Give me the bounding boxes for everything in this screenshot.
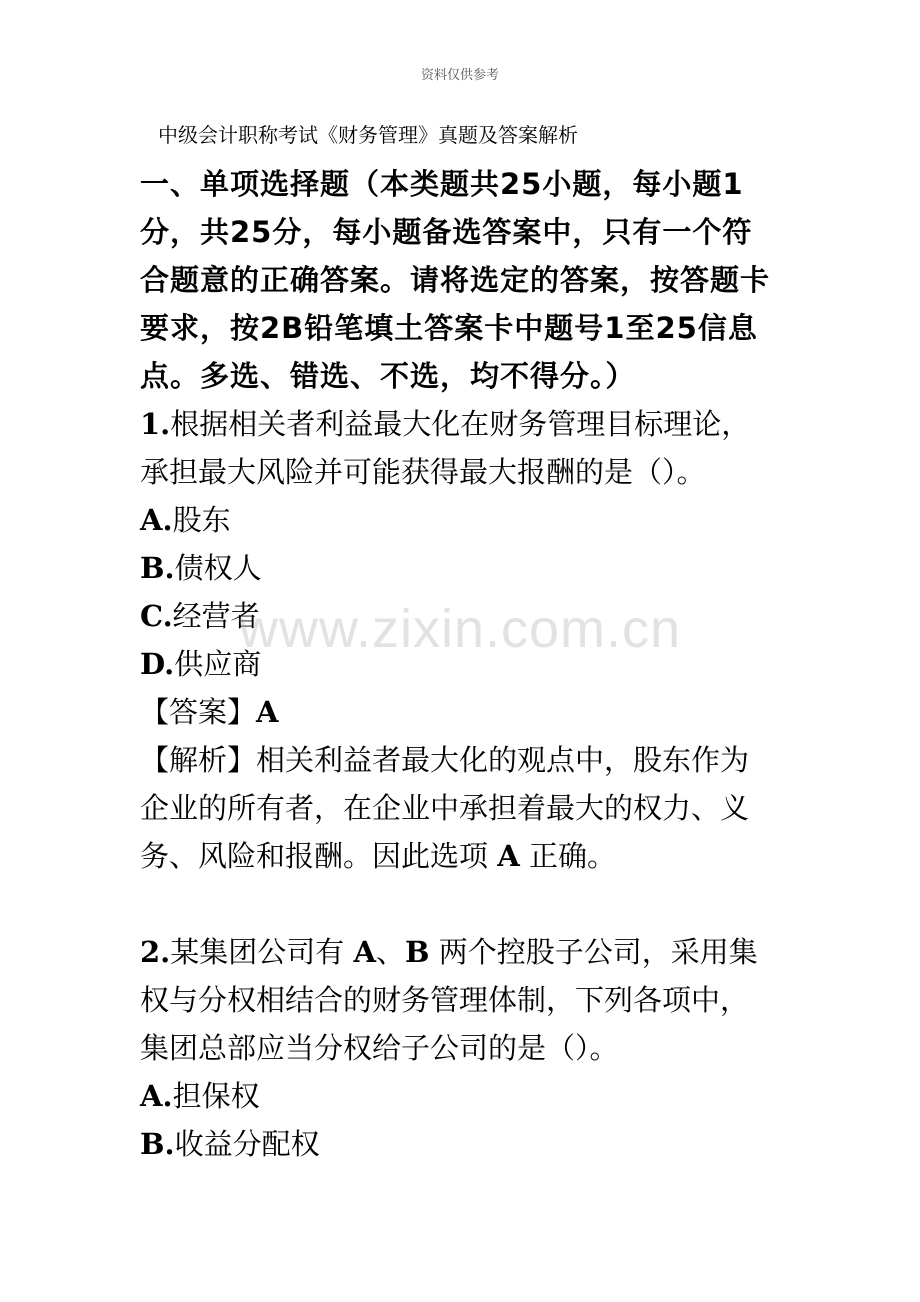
- option-text: 债权人: [174, 551, 262, 585]
- option-text: 收益分配权: [174, 1127, 320, 1161]
- paragraph-spacer: [140, 880, 790, 928]
- question-1-analysis-line: [140, 736, 790, 784]
- analysis-text: 相关利益者最大化的观点中，股东作为: [256, 743, 750, 777]
- question-2-stem-line: [140, 928, 790, 976]
- watermark: www.zixin.com.cn: [238, 599, 682, 659]
- option-letter: D.: [140, 647, 175, 681]
- question-1-option-c: [140, 592, 790, 640]
- question-1-stem-text: 根据相关者利益最大化在财务管理目标理论，: [170, 407, 751, 441]
- question-2-option-a: [140, 1072, 790, 1120]
- option-letter: B.: [140, 551, 175, 585]
- question-2-stem-line: 权与分权相结合的财务管理体制，下列各项中，: [140, 983, 750, 1017]
- question-2-stem-line: 集团总部应当分权给子公司的是（）。: [140, 1031, 619, 1065]
- analysis-text: 务、风险和报酬。因此选项: [140, 839, 489, 873]
- question-2-option-b: [140, 1120, 790, 1168]
- option-text: 担保权: [172, 1079, 260, 1113]
- analysis-option-ref: A: [497, 839, 520, 873]
- question-1-option-b: [140, 544, 790, 592]
- question-2-number: 2.: [140, 935, 171, 969]
- question-2: [140, 928, 790, 1168]
- document-title: 中级会计职称考试《财务管理》真题及答案解析: [158, 123, 578, 147]
- answer-label: 【答案】: [140, 695, 257, 729]
- question-1-analysis-line: 企业的所有者，在企业中承担着最大的权力、义: [140, 791, 750, 825]
- option-letter: A.: [140, 503, 173, 537]
- section-intro-line: 一、单项选择题（本类题共25小题，每小题1: [140, 167, 744, 201]
- section-intro-line: 合题意的正确答案。请将选定的答案，按答题卡: [140, 263, 771, 297]
- option-letter: C.: [140, 599, 173, 633]
- question-2-stem-text: 两个控股子公司，采用集: [438, 935, 758, 969]
- section-intro: [140, 160, 790, 400]
- question-1-option-d: [140, 640, 790, 688]
- question-2-stem-text: 某集团公司有: [170, 935, 345, 969]
- section-intro-line: 点。多选、错选、不选，均不得分。）: [140, 359, 636, 393]
- option-letter: B.: [140, 1127, 175, 1161]
- question-1-stem-line: [140, 400, 790, 448]
- document-body: [140, 160, 790, 1168]
- option-text: 经营者: [172, 599, 260, 633]
- analysis-label: 【解析】: [140, 743, 257, 777]
- question-1-analysis-line: [140, 832, 790, 880]
- section-intro-line: 分，共25分，每小题备选答案中，只有一个符: [140, 215, 753, 249]
- option-text: 股东: [172, 503, 231, 537]
- answer-value: A: [256, 695, 279, 729]
- question-1-stem-line: 承担最大风险并可能获得最大报酬的是（）。: [140, 455, 706, 489]
- question-1-option-a: [140, 496, 790, 544]
- analysis-text: 正确。: [528, 839, 616, 873]
- question-1-number: 1.: [140, 407, 171, 441]
- header-note: 资料仅供参考: [420, 68, 499, 83]
- question-1-answer: [140, 688, 790, 736]
- option-text: 供应商: [174, 647, 262, 681]
- company-a-ref: A: [353, 935, 377, 969]
- option-letter: A.: [140, 1079, 173, 1113]
- company-b-ref: B: [405, 935, 430, 969]
- section-intro-line: 要求，按2B铅笔填土答案卡中题号1至25信息: [140, 311, 758, 345]
- separator: 、: [376, 935, 406, 969]
- question-1: [140, 400, 790, 880]
